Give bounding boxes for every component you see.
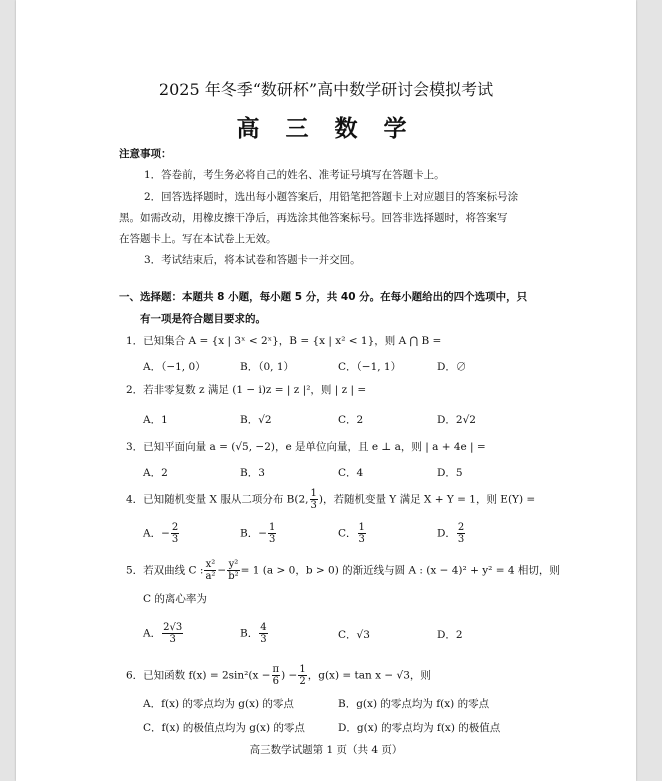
q5-fraction-x-num: x² (205, 559, 216, 570)
question-6-option-d: D．g(x) 的零点均为 f(x) 的极值点 (338, 722, 501, 734)
q4-opt-c-fraction (358, 522, 366, 545)
note-line-2: 2．回答选择题时，选出每小题答案后，用铅笔把答题卡上对应题目的答案标号涂 (144, 191, 519, 203)
q5-opt-d-label: D． (437, 629, 456, 641)
question-6-stem (126, 664, 431, 687)
q4-opt-b-den: 3 (269, 534, 276, 545)
exam-title: 2025 年冬季“数研杯”高中数学研讨会模拟考试 (158, 80, 494, 99)
q6-fraction-half-den: 2 (299, 676, 306, 687)
q6-fraction-half-num: 1 (299, 664, 306, 675)
subject-title: 高 三 数 学 (236, 115, 416, 142)
q5-opt-b-label: B． (240, 627, 259, 640)
q5-opt-b-den: 3 (260, 634, 267, 645)
q5-opt-d-value: 2 (455, 629, 463, 641)
question-2-option-d: D．2√2 (437, 414, 476, 426)
q5-minus: − (217, 564, 227, 577)
page-footer: 高三数学试题第 1 页（共 4 页） (249, 744, 403, 756)
question-2-stem: 2．若非零复数 z 满足 (1 − i)z = | z |²，则 | z | = (126, 384, 367, 396)
q4-opt-a-fraction (171, 522, 179, 545)
question-5-option-b (240, 622, 269, 645)
q4-opt-a-sign: − (161, 527, 170, 540)
question-4-stem (126, 488, 535, 511)
q4-opt-c-label: C． (338, 527, 357, 540)
q4-opt-b-fraction (268, 522, 276, 545)
note-line-4: 在答题卡上。写在本试卷上无效。 (119, 233, 277, 245)
q5-opt-c-label: C． (338, 629, 357, 641)
q6-stem-part-b: ，g(x) = tan x − √3，则 (307, 669, 431, 682)
question-3-option-d: D．5 (437, 467, 463, 479)
q5-fraction-y-den: b² (228, 571, 239, 582)
question-1-option-c: C．（−1, 1） (338, 361, 402, 373)
q4-opt-d-den: 3 (457, 534, 465, 545)
question-2-option-a: A．1 (143, 414, 168, 426)
q5-fraction-x-den: a² (205, 571, 216, 582)
q5-opt-c-value: √3 (356, 629, 370, 641)
q4-opt-b-num: 1 (269, 522, 276, 533)
section-heading-line-1: 一、选择题：本题共 8 小题，每小题 5 分，共 40 分。在每小题给出的四个选项中，只 (119, 291, 528, 303)
q6-stem-part-a: 6．已知函数 f(x) = 2sin²(x − (126, 669, 271, 682)
note-line-1: 1．答卷前，考生务必将自己的姓名、准考证号填写在答题卡上。 (144, 169, 445, 181)
q6-fraction-pi-num: π (272, 664, 280, 675)
q4-opt-d-num: 2 (457, 522, 465, 533)
q4-stem-part-b: )，若随机变量 Y 满足 X + Y = 1，则 E(Y) = (318, 493, 536, 506)
question-2-option-b: B．√2 (240, 414, 272, 426)
question-4-option-b (240, 522, 277, 545)
q5-fraction-y (227, 559, 239, 582)
question-5-stem (126, 559, 560, 582)
question-3-option-b: B．3 (240, 467, 265, 479)
question-1-option-d: D．∅ (437, 361, 467, 373)
q5-fraction-x (204, 559, 216, 582)
q5-fraction-y-num: y² (228, 559, 239, 570)
question-6-option-b: B．g(x) 的零点均为 f(x) 的零点 (338, 698, 490, 710)
q4-opt-d-label: D． (437, 527, 456, 540)
notes-label: 注意事项： (119, 148, 172, 160)
question-6-option-c: C．f(x) 的极值点均为 g(x) 的零点 (143, 722, 305, 734)
q6-fraction-pi (272, 664, 281, 687)
q4-opt-b-sign: − (258, 527, 268, 540)
q6-fraction-half (298, 664, 306, 687)
exam-page (16, 0, 636, 781)
q4-opt-c-den: 3 (358, 534, 365, 545)
section-heading-line-2: 有一项是符合题目要求的。 (140, 313, 266, 325)
q5-opt-a-fraction (162, 622, 183, 645)
question-5-option-a (143, 622, 184, 645)
q4-opt-d-fraction (457, 522, 465, 545)
question-4-option-c (338, 522, 367, 545)
q5-opt-b-fraction (259, 622, 267, 645)
question-1-option-b: B．（0, 1） (240, 361, 295, 373)
q4-fraction (310, 488, 318, 511)
q4-fraction-denominator: 3 (310, 500, 317, 511)
q5-opt-a-num: 2√3 (163, 622, 183, 633)
question-3-stem: 3．已知平面向量 a = (√5, −2)，e 是单位向量，且 e ⊥ a，则 | a + 4e | = (126, 441, 486, 453)
q5-stem-part-b: = 1 (a > 0，b > 0) 的渐近线与圆 A : (x − 4)² + y² = 4 相切，则 (240, 564, 560, 577)
q4-opt-a-den: 3 (171, 534, 179, 545)
q5-stem-part-a: 5．若双曲线 C : (126, 564, 204, 577)
question-3-option-a: A．2 (143, 467, 168, 479)
question-1-stem: 1．已知集合 A = {x | 3ˣ < 2ˣ}，B = {x | x² < 1}，则 A ⋂ B = (126, 335, 442, 347)
question-5-option-c (338, 627, 370, 642)
note-line-5: 3．考试结束后，将本试卷和答题卡一并交回。 (144, 254, 361, 266)
question-2-option-c: C．2 (338, 414, 364, 426)
question-3-option-c: C．4 (338, 467, 364, 479)
q6-mid: ) − (281, 669, 298, 682)
q4-opt-a-num: 2 (171, 522, 179, 533)
question-5-option-d (437, 627, 463, 642)
question-4-option-a (143, 522, 180, 545)
q4-opt-a-label: A． (143, 527, 162, 540)
question-5-stem-line-2: C 的离心率为 (143, 593, 207, 605)
q4-opt-b-label: B． (240, 527, 259, 540)
q5-opt-a-den: 3 (169, 634, 176, 645)
q5-opt-a-label: A． (143, 627, 162, 640)
q6-fraction-pi-den: 6 (272, 676, 280, 687)
q4-opt-c-num: 1 (358, 522, 365, 533)
question-1-option-a: A．（−1, 0） (143, 361, 206, 373)
question-4-option-d (437, 522, 466, 545)
q5-opt-b-num: 4 (260, 622, 267, 633)
question-6-option-a: A．f(x) 的零点均为 g(x) 的零点 (143, 698, 294, 710)
q4-stem-part-a: 4．已知随机变量 X 服从二项分布 B(2, (126, 493, 309, 506)
note-line-3: 黑。如需改动，用橡皮擦干净后，再选涂其他答案标号。回答非选择题时，将答案写 (119, 212, 508, 224)
q4-fraction-numerator: 1 (310, 488, 317, 499)
